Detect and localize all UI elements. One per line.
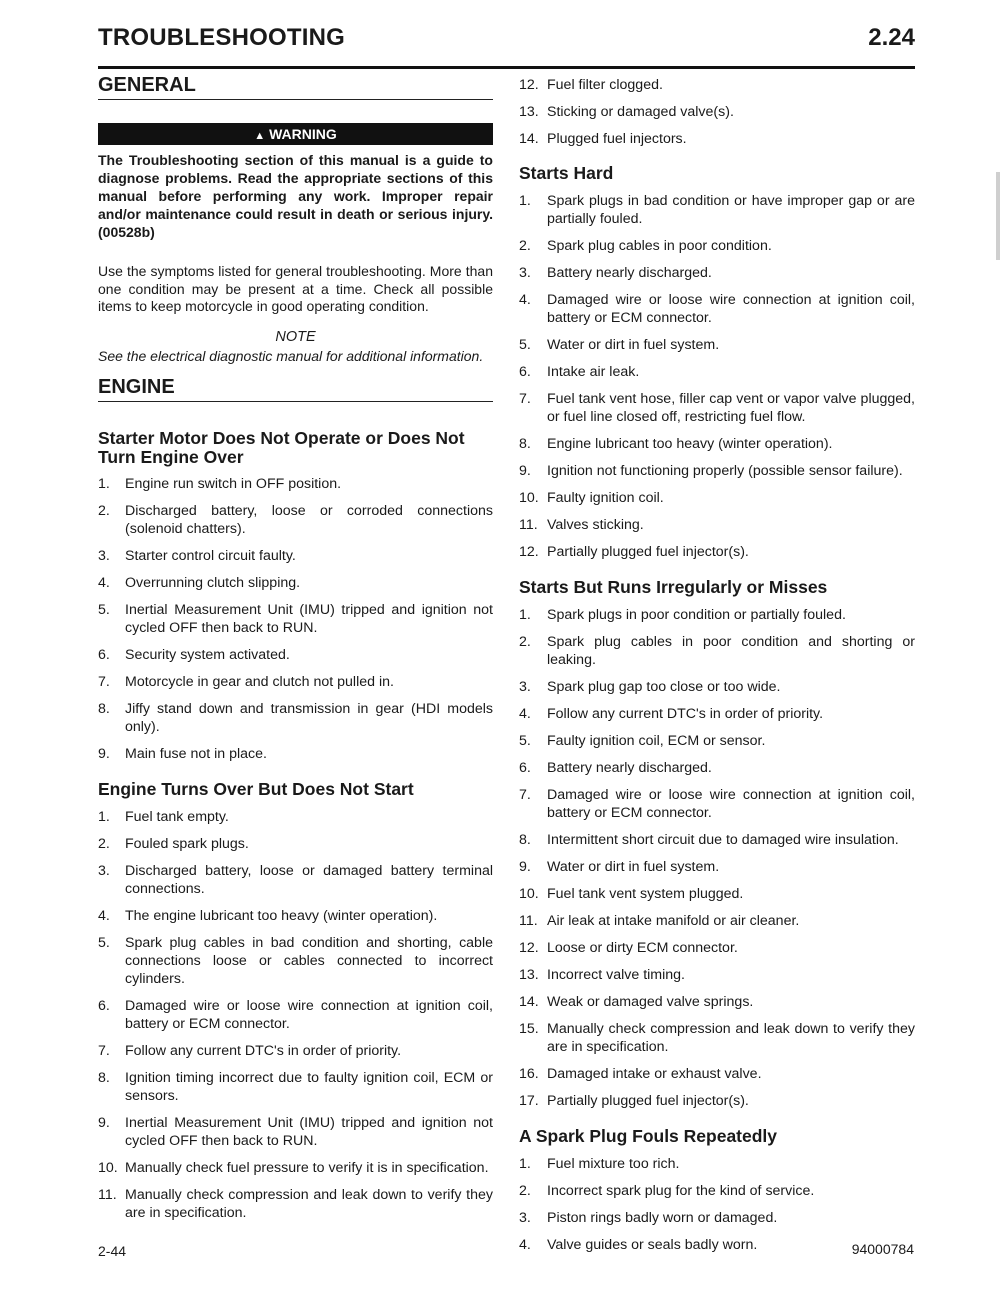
list-item-text: Engine run switch in OFF position.: [125, 475, 342, 492]
list-item-number: 9.: [519, 463, 531, 479]
turns-over-heading: Engine Turns Over But Does Not Start: [98, 778, 414, 799]
list-item-text: Intermittent short circuit due to damaged wire insulation.: [547, 832, 899, 848]
list-item-text: Inertial Measurement Unit (IMU) tripped and ignition not cycled OFF then back to RUN.: [125, 1114, 493, 1149]
list-item-number: 1.: [98, 475, 110, 492]
list-item: [98, 574, 493, 592]
list-item-text: Fuel tank vent system plugged.: [547, 886, 744, 902]
list-item: [519, 435, 915, 453]
list-item-text: Sticking or damaged valve(s).: [547, 104, 734, 120]
list-item-number: 8.: [98, 1069, 110, 1086]
list-item-text: Fouled spark plugs.: [125, 835, 249, 852]
list-item-text: Faulty ignition coil.: [547, 490, 664, 506]
list-item-number: 9.: [98, 745, 110, 762]
list-item-text: Follow any current DTC's in order of priority.: [125, 1042, 402, 1059]
list-item-text: Ignition not functioning properly (possible sensor failure).: [547, 463, 903, 479]
list-item-number: 10.: [98, 1159, 118, 1176]
list-item: [98, 934, 493, 988]
list-item: [519, 1155, 915, 1173]
list-item: [519, 1209, 915, 1227]
left-column: [98, 70, 493, 1231]
list-item: [519, 678, 915, 696]
list-item: [519, 786, 915, 822]
list-item-text: Motorcycle in gear and clutch not pulled in.: [125, 673, 394, 690]
list-item: [519, 1020, 915, 1056]
list-item-text: Ignition timing incorrect due to faulty ignition coil, ECM or sensors.: [125, 1069, 493, 1104]
fouls-heading: A Spark Plug Fouls Repeatedly: [519, 1126, 778, 1146]
list-item-text: Discharged battery, loose or corroded connections (solenoid chatters).: [125, 502, 493, 537]
list-item-number: 6.: [98, 646, 110, 663]
list-item-text: Follow any current DTC's in order of priority.: [547, 706, 824, 722]
warning-text: The Troubleshooting section of this manual is a guide to diagnose problems. Read the appropriate sections of this manual before performing any work. Improper repair and/or maintenance could result in death or serious injury. (00528b): [98, 152, 493, 240]
list-item-number: 5.: [519, 733, 531, 749]
list-item-number: 4.: [519, 1237, 531, 1253]
list-item-text: Incorrect valve timing.: [547, 967, 685, 983]
list-item-text: Loose or dirty ECM connector.: [547, 940, 738, 956]
list-item: [519, 363, 915, 381]
list-item-number: 13.: [519, 104, 539, 120]
list-item: [519, 831, 915, 849]
list-item-number: 3.: [519, 679, 531, 695]
list-item-text: Spark plug gap too close or too wide.: [547, 679, 781, 695]
list-item: [519, 1182, 915, 1200]
list-item-text: Manually check compression and leak down to verify they are in specification.: [125, 1186, 493, 1221]
list-item-number: 3.: [98, 862, 110, 879]
list-item: [519, 633, 915, 669]
list-item-number: 5.: [98, 601, 110, 618]
list-item-text: Main fuse not in place.: [125, 745, 267, 762]
engine-heading: ENGINE: [98, 376, 493, 402]
list-item-number: 2.: [519, 238, 531, 254]
list-item: [98, 835, 493, 853]
list-item: [519, 939, 915, 957]
list-item-number: 4.: [519, 292, 531, 308]
list-item-number: 14.: [519, 994, 539, 1010]
list-item-number: 16.: [519, 1066, 539, 1082]
list-item-number: 15.: [519, 1021, 539, 1037]
note-text: See the electrical diagnostic manual for additional information.: [98, 347, 484, 364]
list-item: [98, 1114, 493, 1150]
list-item-text: Air leak at intake manifold or air cleaner.: [547, 913, 800, 929]
list-item-number: 3.: [98, 547, 110, 564]
list-item-number: 8.: [519, 832, 531, 848]
list-item-number: 7.: [98, 673, 110, 690]
list-item-text: Engine lubricant too heavy (winter operation).: [547, 436, 833, 452]
list-item: [519, 543, 915, 561]
list-item: [98, 547, 493, 565]
list-item-number: 8.: [98, 700, 110, 717]
page-number: 2-44: [98, 1243, 127, 1259]
irregular-heading: Starts But Runs Irregularly or Misses: [519, 577, 828, 597]
list-item-text: Water or dirt in fuel system.: [547, 337, 720, 353]
list-item-text: Intake air leak.: [547, 364, 640, 380]
list-item-number: 2.: [98, 502, 110, 519]
list-item: [519, 103, 915, 121]
warning-label: WARNING: [269, 126, 337, 142]
list-item-text: Partially plugged fuel injector(s).: [547, 1093, 749, 1109]
list-item-text: Fuel tank vent hose, filler cap vent or vapor valve plugged, or fuel line closed off, restricting fuel flow.: [547, 391, 915, 425]
irregular-list: [519, 606, 915, 1110]
list-item-number: 3.: [519, 265, 531, 281]
list-item-number: 2.: [519, 634, 531, 650]
list-item: [519, 237, 915, 255]
list-item-number: 11.: [519, 913, 538, 929]
list-item: [98, 907, 493, 925]
list-item-number: 13.: [519, 967, 539, 983]
list-item: [98, 1042, 493, 1060]
turns-over-list-continued: [519, 76, 915, 148]
list-item-text: Faulty ignition coil, ECM or sensor.: [547, 733, 766, 749]
list-item: [519, 264, 915, 282]
list-item-number: 9.: [98, 1114, 110, 1131]
list-item-number: 5.: [519, 337, 531, 353]
starts-hard-list: [519, 192, 915, 561]
list-item: [519, 130, 915, 148]
list-item-text: Spark plugs in bad condition or have improper gap or are partially fouled.: [547, 193, 915, 227]
list-item-text: Valve guides or seals badly worn.: [547, 1237, 758, 1253]
list-item: [519, 192, 915, 228]
warning-triangle-icon: ▲: [254, 130, 266, 142]
list-item-number: 12.: [519, 940, 539, 956]
list-item-text: Water or dirt in fuel system.: [547, 859, 720, 875]
list-item: [519, 606, 915, 624]
list-item-text: Starter control circuit faulty.: [125, 547, 296, 564]
list-item-text: Damaged wire or loose wire connection at ignition coil, battery or ECM connector.: [125, 997, 493, 1032]
list-item-number: 5.: [98, 934, 110, 951]
list-item-text: Plugged fuel injectors.: [547, 131, 687, 147]
page-edge-mark: [996, 172, 1000, 260]
page-header: [98, 22, 915, 69]
list-item-number: 4.: [98, 907, 110, 924]
list-item-text: Spark plugs in poor condition or partially fouled.: [547, 607, 846, 623]
list-item: [519, 462, 915, 480]
list-item: [519, 516, 915, 534]
list-item-number: 1.: [98, 808, 110, 825]
list-item-number: 8.: [519, 436, 531, 452]
list-item-text: Manually check compression and leak down to verify they are in specification.: [547, 1021, 915, 1055]
list-item-text: Piston rings badly worn or damaged.: [547, 1210, 778, 1226]
list-item-text: Battery nearly discharged.: [547, 760, 712, 776]
list-item: [98, 646, 493, 664]
list-item: [98, 808, 493, 826]
list-item: [519, 76, 915, 94]
list-item: [98, 745, 493, 763]
list-item: [519, 489, 915, 507]
page-title: TROUBLESHOOTING: [98, 24, 345, 51]
list-item-text: Partially plugged fuel injector(s).: [547, 544, 749, 560]
list-item-text: Damaged intake or exhaust valve.: [547, 1066, 762, 1082]
list-item-number: 7.: [519, 787, 531, 803]
warning-banner: [98, 123, 493, 145]
list-item: [519, 912, 915, 930]
list-item: [98, 997, 493, 1033]
list-item-number: 4.: [98, 574, 110, 591]
list-item-number: 2.: [519, 1183, 531, 1199]
list-item-text: Overrunning clutch slipping.: [125, 574, 301, 591]
list-item-number: 3.: [519, 1210, 531, 1226]
document-number: 94000784: [851, 1241, 914, 1257]
list-item-text: The engine lubricant too heavy (winter operation).: [125, 907, 438, 924]
list-item: [519, 858, 915, 876]
list-item-number: 11.: [519, 517, 538, 533]
right-column: [519, 76, 915, 1263]
list-item-number: 12.: [519, 77, 539, 93]
section-number: 2.24: [868, 24, 915, 51]
list-item: [98, 1069, 493, 1105]
list-item-text: Fuel mixture too rich.: [547, 1156, 680, 1172]
list-item-text: Fuel filter clogged.: [547, 77, 663, 93]
list-item: [98, 601, 493, 637]
list-item: [519, 993, 915, 1011]
fouls-list: [519, 1155, 915, 1254]
list-item: [98, 673, 493, 691]
list-item: [519, 732, 915, 750]
list-item-number: 6.: [519, 364, 531, 380]
list-item: [98, 700, 493, 736]
list-item-text: Jiffy stand down and transmission in gear (HDI models only).: [125, 700, 493, 735]
list-item: [98, 1186, 493, 1222]
list-item: [519, 390, 915, 426]
list-item-number: 4.: [519, 706, 531, 722]
list-item: [98, 502, 493, 538]
list-item-text: Incorrect spark plug for the kind of service.: [547, 1183, 815, 1199]
list-item-number: 1.: [519, 193, 531, 209]
list-item: [519, 966, 915, 984]
list-item-number: 6.: [519, 760, 531, 776]
list-item-text: Spark plug cables in bad condition and shorting, cable connections loose or cables connected to incorrect cylinders.: [125, 934, 493, 987]
list-item-number: 1.: [519, 607, 531, 623]
list-item-text: Manually check fuel pressure to verify it is in specification.: [125, 1159, 489, 1176]
list-item: [519, 1092, 915, 1110]
list-item-number: 14.: [519, 131, 539, 147]
list-item-number: 9.: [519, 859, 531, 875]
general-heading: GENERAL: [98, 74, 493, 100]
list-item-number: 2.: [98, 835, 110, 852]
list-item-number: 11.: [98, 1186, 117, 1203]
list-item-text: Fuel tank empty.: [125, 808, 229, 825]
list-item: [519, 759, 915, 777]
list-item: [98, 1159, 493, 1177]
starter-heading: Starter Motor Does Not Operate or Does Not Turn Engine Over: [98, 427, 465, 467]
list-item-text: Weak or damaged valve springs.: [547, 994, 754, 1010]
list-item-text: Inertial Measurement Unit (IMU) tripped and ignition not cycled OFF then back to RUN.: [125, 601, 493, 636]
list-item: [98, 862, 493, 898]
list-item-number: 12.: [519, 544, 539, 560]
list-item-number: 7.: [98, 1042, 110, 1059]
list-item: [519, 291, 915, 327]
starts-hard-heading: Starts Hard: [519, 163, 614, 183]
list-item-text: Valves sticking.: [547, 517, 644, 533]
list-item-number: 1.: [519, 1156, 531, 1172]
list-item: [519, 705, 915, 723]
list-item-text: Damaged wire or loose wire connection at ignition coil, battery or ECM connector.: [547, 787, 915, 821]
list-item-text: Spark plug cables in poor condition and shorting or leaking.: [547, 634, 915, 668]
list-item-text: Security system activated.: [125, 646, 290, 663]
list-item: [519, 1065, 915, 1083]
turns-over-list: [98, 808, 493, 1222]
list-item-number: 7.: [519, 391, 531, 407]
list-item-number: 6.: [98, 997, 110, 1014]
note-label: NOTE: [275, 328, 316, 345]
list-item-text: Spark plug cables in poor condition.: [547, 238, 772, 254]
list-item: [98, 475, 493, 493]
list-item: [519, 336, 915, 354]
starter-list: [98, 475, 493, 763]
list-item-number: 17.: [519, 1093, 539, 1109]
list-item-text: Discharged battery, loose or damaged battery terminal connections.: [125, 862, 493, 897]
list-item: [519, 885, 915, 903]
list-item-number: 10.: [519, 490, 539, 506]
list-item-number: 10.: [519, 886, 539, 902]
intro-paragraph: Use the symptoms listed for general troubleshooting. More than one condition may be present at a time. Check all possible items to keep motorcycle in good operating condition.: [98, 263, 493, 314]
list-item-text: Battery nearly discharged.: [547, 265, 712, 281]
list-item-text: Damaged wire or loose wire connection at ignition coil, battery or ECM connector.: [547, 292, 915, 326]
